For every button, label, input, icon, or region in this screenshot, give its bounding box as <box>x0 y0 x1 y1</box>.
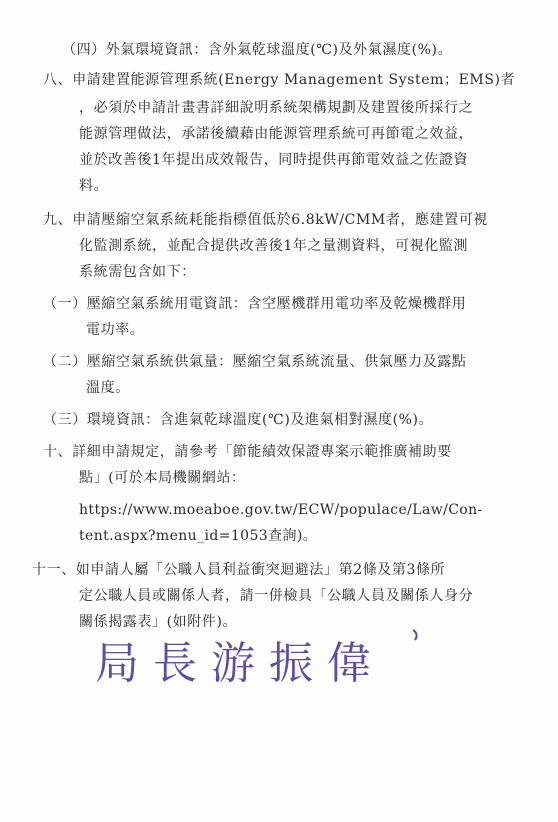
item-9-text: 系統需包含如下： <box>79 264 196 280</box>
item-10-text: 點」(可於本局機關網站： <box>79 470 246 486</box>
signature-text: 局長游振偉 <box>95 638 385 689</box>
item-9-1-text: 電功率。 <box>86 322 145 338</box>
item-8-text: 並於改善後1年提出成效報告，同時提供再節電效益之佐證資 <box>79 152 469 168</box>
item-11-text: 定公職人員或關係人者，請一併檢具「公職人員及關係人身分 <box>79 588 474 604</box>
item-9-text: 化監測系統，並配合提供改善後1年之量測資料，可視化監測 <box>79 238 469 254</box>
item-4-environment-info: （四）外氣環境資訊：含外氣乾球溫度(℃)及外氣濕度(%)。 <box>62 42 453 58</box>
item-8-text: 料。 <box>79 178 109 194</box>
item-10-heading: 十、詳細申請規定，請參考「節能績效保證專案示範推廣補助要 <box>43 444 452 460</box>
item-8-text: ，必須於申請計畫書詳細說明系統架構規劃及建置後所採行之 <box>79 100 474 116</box>
item-9-3-heading: （三）環境資訊：含進氣乾球溫度(℃)及進氣相對濕度(%)。 <box>43 412 434 428</box>
item-9-2-heading: （二）壓縮空氣系統供氣量：壓縮空氣系統流量、供氣壓力及露點 <box>43 354 467 370</box>
item-8-text: 能源管理做法，承諾後續藉由能源管理系統可再節電之效益， <box>79 126 474 142</box>
item-8-heading: 八、申請建置能源管理系統(Energy Management System；EMS)者 <box>43 72 516 88</box>
director-signature-seal <box>95 622 445 702</box>
item-10-url: https://www.moeaboe.gov.tw/ECW/populace/Law/Con- <box>79 502 483 518</box>
item-9-heading: 九、申請壓縮空氣系統耗能指標值低於6.8kW/CMM者，應建置可視 <box>43 212 489 228</box>
item-11-text: 關係揭露表」(如附件)。 <box>79 614 238 630</box>
item-10-url: tent.aspx?menu_id=1053查詢)。 <box>79 528 318 544</box>
item-11-heading: 十一、如申請人屬「公職人員利益衝突迴避法」第2條及第3條所 <box>32 562 446 578</box>
item-9-1-heading: （一）壓縮空氣系統用電資訊：含空壓機群用電功率及乾燥機群用 <box>43 296 467 312</box>
item-9-2-text: 溫度。 <box>86 380 130 396</box>
